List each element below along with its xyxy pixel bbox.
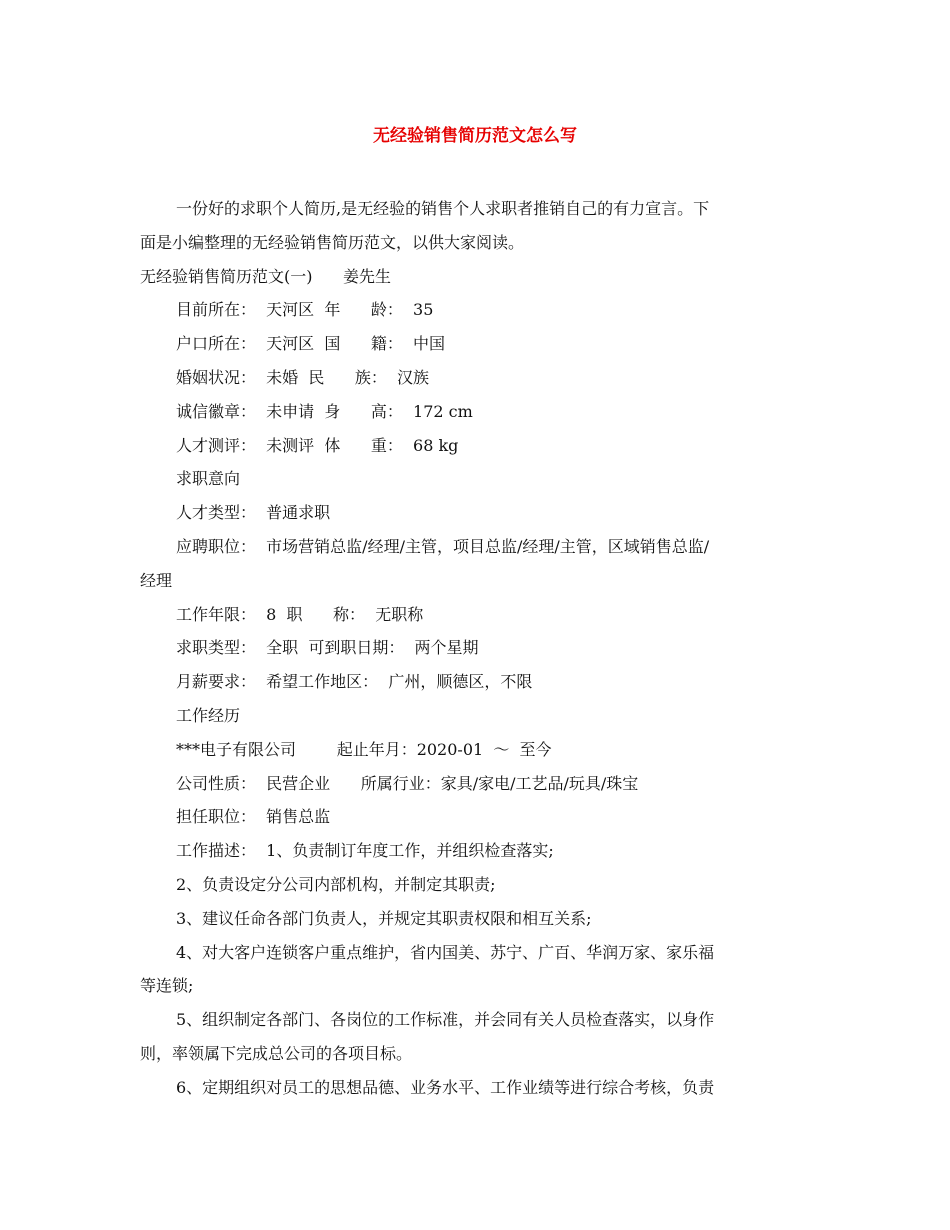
- text-line: ***电子有限公司 起止年月：2020-01 ～ 至今: [176, 739, 552, 759]
- text-line: 等连锁;: [140, 976, 194, 996]
- text-line: 面是小编整理的无经验销售简历范文，以供大家阅读。: [140, 232, 525, 252]
- text-line: 无经验销售简历范文(一) 姜先生: [140, 266, 392, 286]
- text-line: 婚姻状况： 未婚 民 族： 汉族: [176, 367, 430, 387]
- text-line: 3、建议任命各部门负责人，并规定其职责权限和相互关系;: [176, 908, 592, 928]
- text-line: 6、定期组织对员工的思想品德、业务水平、工作业绩等进行综合考核，负责: [176, 1077, 715, 1097]
- document-title: 无经验销售简历范文怎么写: [373, 126, 577, 146]
- text-line: 则，率领属下完成总公司的各项目标。: [140, 1043, 413, 1063]
- text-line: 4、对大客户连锁客户重点维护，省内国美、苏宁、广百、华润万家、家乐福: [176, 942, 715, 962]
- text-line: 应聘职位： 市场营销总监/经理/主管，项目总监/经理/主管，区域销售总监/: [176, 536, 710, 556]
- text-line: 目前所在： 天河区 年 龄： 35: [176, 300, 434, 320]
- text-line: 求职意向: [176, 469, 241, 489]
- text-line: 5、组织制定各部门、各岗位的工作标准，并会同有关人员检查落实，以身作: [176, 1010, 715, 1030]
- text-line: 2、负责设定分公司内部机构，并制定其职责;: [176, 874, 496, 894]
- text-line: 工作年限： 8 职 称： 无职称: [176, 604, 424, 624]
- text-line: 担任职位： 销售总监: [176, 807, 331, 827]
- text-line: 月薪要求： 希望工作地区： 广州，顺德区，不限: [176, 672, 533, 692]
- document-body: [140, 192, 815, 1105]
- text-line: 工作经历: [176, 705, 241, 725]
- text-line: 诚信徽章： 未申请 身 高： 172 cm: [176, 401, 473, 421]
- text-line: 人才类型： 普通求职: [176, 503, 331, 523]
- text-line: 户口所在： 天河区 国 籍： 中国: [176, 334, 446, 354]
- text-line: 经理: [140, 570, 173, 590]
- text-line: 一份好的求职个人简历,是无经验的销售个人求职者推销自己的有力宣言。下: [176, 199, 710, 218]
- text-line: 工作描述： 1、负责制订年度工作，并组织检查落实;: [176, 841, 554, 861]
- text-line: 公司性质： 民营企业 所属行业：家具/家电/工艺品/玩具/珠宝: [176, 773, 639, 793]
- text-line: 人才测评： 未测评 体 重： 68 kg: [176, 435, 459, 455]
- text-line: 求职类型： 全职 可到职日期： 两个星期: [176, 638, 479, 658]
